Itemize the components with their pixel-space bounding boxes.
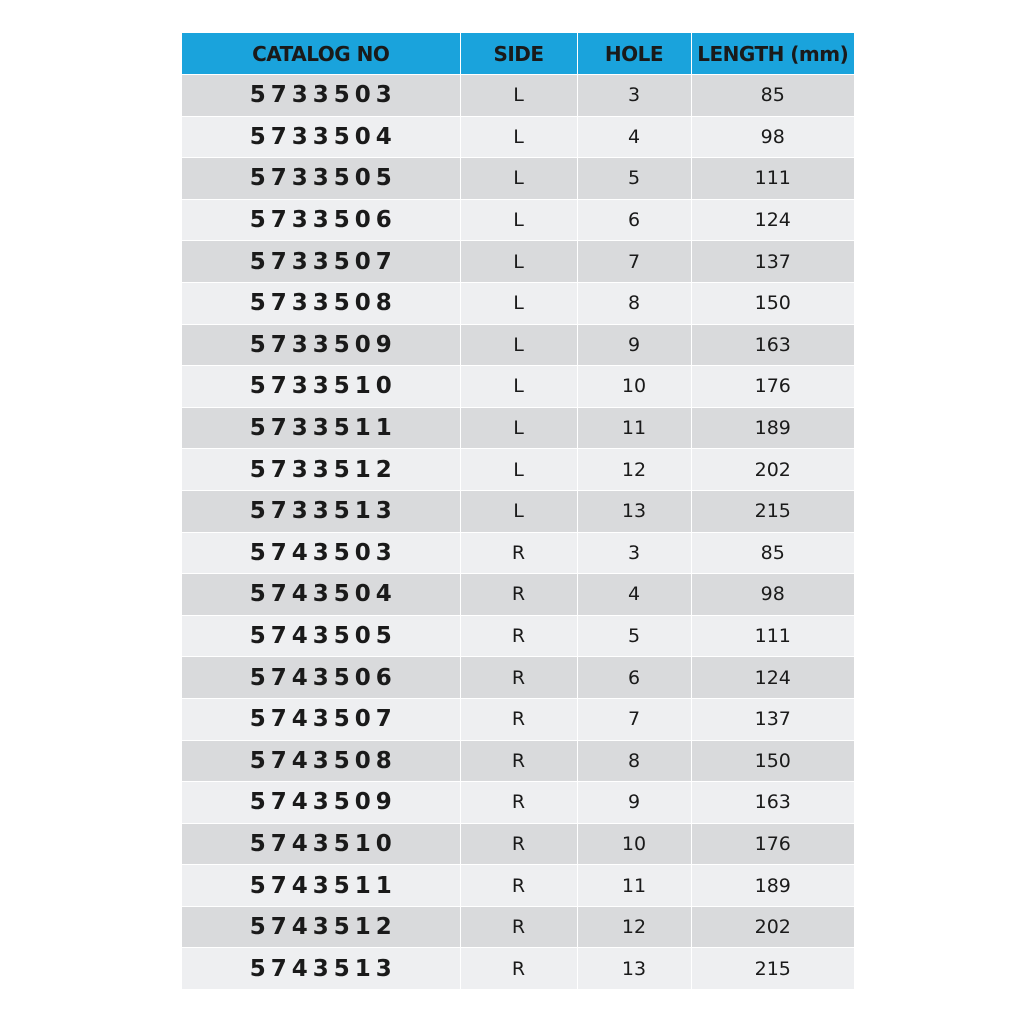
table-body: [182, 75, 854, 990]
table-row: [182, 740, 854, 782]
length-cell: 202: [691, 449, 854, 491]
side-cell: R: [460, 574, 577, 616]
side-cell: R: [460, 906, 577, 948]
hole-cell: 5: [577, 615, 691, 657]
hole-cell: 7: [577, 241, 691, 283]
catalog-no-cell: 5733509: [182, 324, 460, 366]
hole-cell: 5: [577, 158, 691, 200]
table-row: [182, 407, 854, 449]
header-catalog-no: CATALOG NO: [182, 33, 460, 75]
hole-cell: 6: [577, 657, 691, 699]
length-cell: 111: [691, 615, 854, 657]
length-cell: 163: [691, 782, 854, 824]
hole-cell: 9: [577, 324, 691, 366]
side-cell: L: [460, 449, 577, 491]
table-row: [182, 906, 854, 948]
catalog-no-cell: 5733513: [182, 490, 460, 532]
catalog-no-cell: 5743506: [182, 657, 460, 699]
table-row: [182, 449, 854, 491]
length-cell: 150: [691, 282, 854, 324]
length-cell: 111: [691, 158, 854, 200]
length-cell: 85: [691, 532, 854, 574]
side-cell: L: [460, 75, 577, 117]
hole-cell: 10: [577, 366, 691, 408]
length-cell: 137: [691, 241, 854, 283]
side-cell: L: [460, 282, 577, 324]
length-cell: 189: [691, 865, 854, 907]
side-cell: R: [460, 823, 577, 865]
hole-cell: 10: [577, 823, 691, 865]
length-cell: 98: [691, 574, 854, 616]
side-cell: L: [460, 490, 577, 532]
hole-cell: 11: [577, 865, 691, 907]
side-cell: R: [460, 532, 577, 574]
catalog-no-cell: 5733503: [182, 75, 460, 117]
hole-cell: 13: [577, 490, 691, 532]
length-cell: 124: [691, 657, 854, 699]
side-cell: R: [460, 948, 577, 990]
catalog-no-cell: 5733505: [182, 158, 460, 200]
catalog-no-cell: 5733512: [182, 449, 460, 491]
table-row: [182, 241, 854, 283]
hole-cell: 12: [577, 449, 691, 491]
table-row: [182, 698, 854, 740]
hole-cell: 3: [577, 75, 691, 117]
hole-cell: 8: [577, 740, 691, 782]
hole-cell: 3: [577, 532, 691, 574]
table-row: [182, 782, 854, 824]
length-cell: 137: [691, 698, 854, 740]
side-cell: R: [460, 615, 577, 657]
table-row: [182, 75, 854, 117]
catalog-table: [182, 33, 854, 990]
catalog-no-cell: 5743505: [182, 615, 460, 657]
table-row: [182, 490, 854, 532]
side-cell: R: [460, 740, 577, 782]
header-side: SIDE: [460, 33, 577, 75]
hole-cell: 7: [577, 698, 691, 740]
table-row: [182, 948, 854, 990]
table-row: [182, 199, 854, 241]
table-row: [182, 366, 854, 408]
side-cell: L: [460, 158, 577, 200]
table-header: [182, 33, 854, 75]
hole-cell: 13: [577, 948, 691, 990]
catalog-no-cell: 5743504: [182, 574, 460, 616]
side-cell: R: [460, 698, 577, 740]
catalog-no-cell: 5743513: [182, 948, 460, 990]
length-cell: 85: [691, 75, 854, 117]
length-cell: 124: [691, 199, 854, 241]
table-row: [182, 158, 854, 200]
catalog-no-cell: 5743510: [182, 823, 460, 865]
side-cell: R: [460, 657, 577, 699]
length-cell: 215: [691, 490, 854, 532]
side-cell: R: [460, 865, 577, 907]
hole-cell: 11: [577, 407, 691, 449]
side-cell: R: [460, 782, 577, 824]
hole-cell: 4: [577, 574, 691, 616]
header-row: [182, 33, 854, 75]
catalog-no-cell: 5743503: [182, 532, 460, 574]
hole-cell: 8: [577, 282, 691, 324]
header-length: LENGTH (mm): [691, 33, 854, 75]
catalog-no-cell: 5743507: [182, 698, 460, 740]
catalog-no-cell: 5743509: [182, 782, 460, 824]
catalog-no-cell: 5733508: [182, 282, 460, 324]
hole-cell: 6: [577, 199, 691, 241]
side-cell: L: [460, 324, 577, 366]
table-row: [182, 823, 854, 865]
side-cell: L: [460, 116, 577, 158]
catalog-no-cell: 5743508: [182, 740, 460, 782]
hole-cell: 9: [577, 782, 691, 824]
side-cell: L: [460, 199, 577, 241]
length-cell: 189: [691, 407, 854, 449]
hole-cell: 4: [577, 116, 691, 158]
length-cell: 202: [691, 906, 854, 948]
table-row: [182, 324, 854, 366]
table-row: [182, 574, 854, 616]
catalog-no-cell: 5733507: [182, 241, 460, 283]
table-row: [182, 282, 854, 324]
length-cell: 176: [691, 366, 854, 408]
side-cell: L: [460, 241, 577, 283]
catalog-no-cell: 5743512: [182, 906, 460, 948]
catalog-no-cell: 5733511: [182, 407, 460, 449]
catalog-no-cell: 5743511: [182, 865, 460, 907]
length-cell: 215: [691, 948, 854, 990]
length-cell: 98: [691, 116, 854, 158]
hole-cell: 12: [577, 906, 691, 948]
length-cell: 163: [691, 324, 854, 366]
header-hole: HOLE: [577, 33, 691, 75]
table-row: [182, 865, 854, 907]
table-row: [182, 532, 854, 574]
catalog-no-cell: 5733506: [182, 199, 460, 241]
table-row: [182, 615, 854, 657]
length-cell: 176: [691, 823, 854, 865]
table-row: [182, 116, 854, 158]
catalog-no-cell: 5733510: [182, 366, 460, 408]
catalog-no-cell: 5733504: [182, 116, 460, 158]
table-row: [182, 657, 854, 699]
side-cell: L: [460, 407, 577, 449]
side-cell: L: [460, 366, 577, 408]
length-cell: 150: [691, 740, 854, 782]
